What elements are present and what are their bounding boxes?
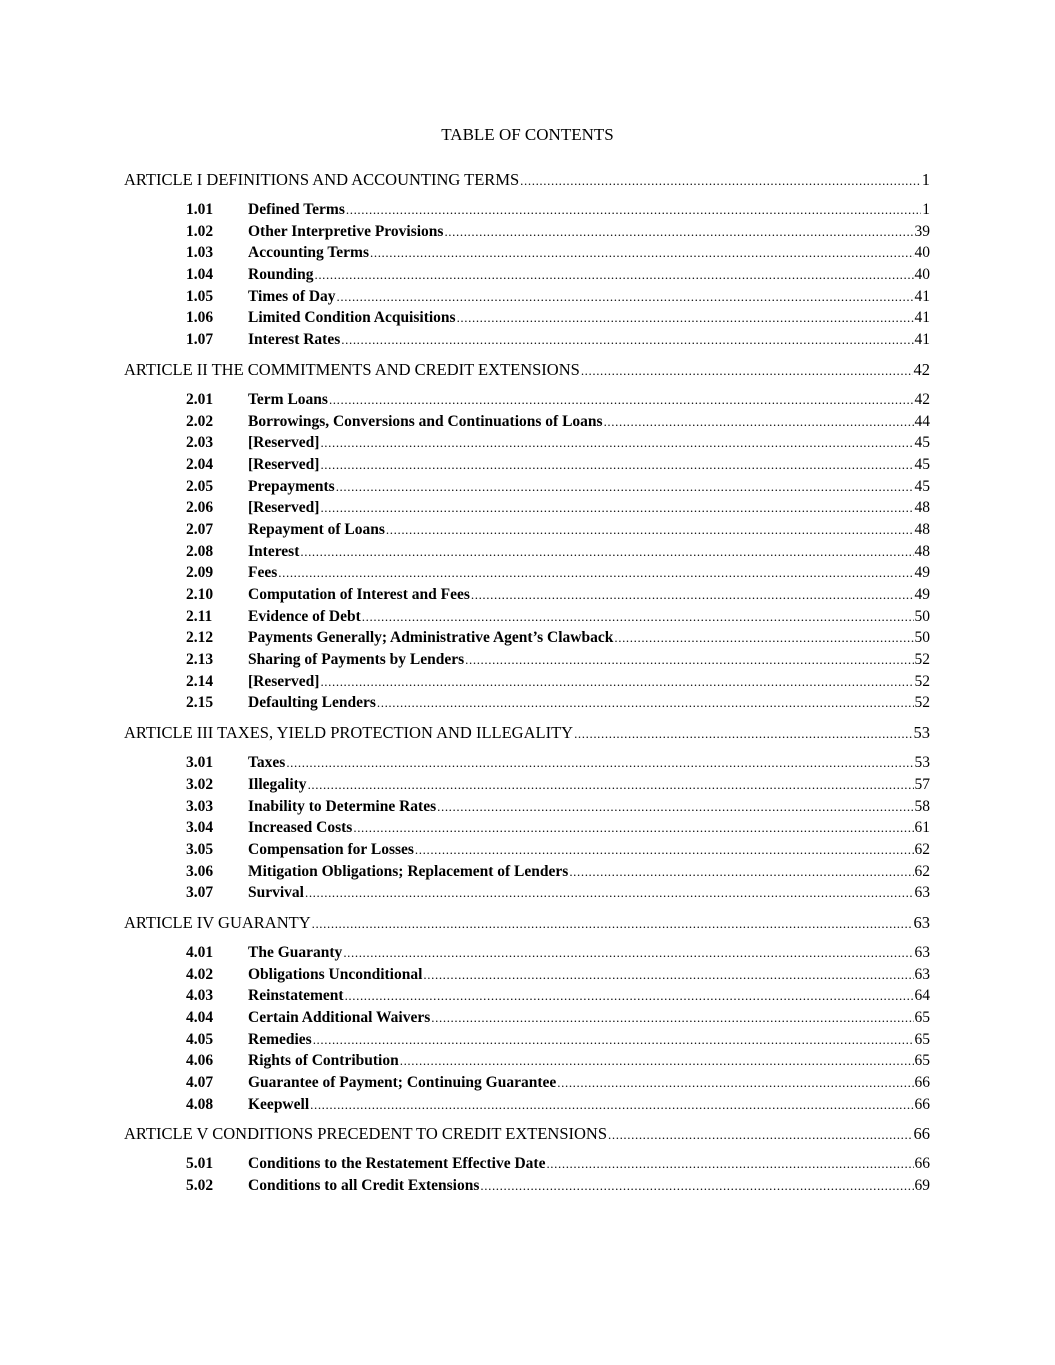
section-page-number: 65 bbox=[914, 1030, 930, 1048]
section-page-number: 45 bbox=[914, 455, 930, 473]
section-title: Conditions to the Restatement Effective Date bbox=[248, 1155, 546, 1173]
section-number: 4.08 bbox=[186, 1095, 214, 1113]
toc-section-entry[interactable] bbox=[124, 1050, 930, 1072]
dot-leader bbox=[415, 839, 914, 861]
toc-list bbox=[124, 169, 930, 1197]
toc-section-entry[interactable] bbox=[124, 796, 930, 818]
section-title: Evidence of Debt bbox=[248, 607, 361, 625]
section-number: 2.04 bbox=[186, 455, 214, 473]
section-number: 5.02 bbox=[186, 1177, 214, 1195]
toc-section-entry[interactable] bbox=[124, 774, 930, 796]
section-page-number: 64 bbox=[914, 987, 930, 1005]
toc-section-entry[interactable] bbox=[124, 882, 930, 904]
toc-section-entry[interactable] bbox=[124, 1175, 930, 1197]
toc-section-entry[interactable] bbox=[124, 286, 930, 308]
section-number: 2.15 bbox=[186, 694, 214, 712]
dot-leader bbox=[312, 913, 913, 935]
section-title: Obligations Unconditional bbox=[248, 965, 423, 983]
section-title: Repayment of Loans bbox=[248, 520, 385, 538]
toc-article bbox=[124, 1123, 930, 1196]
section-page-number: 66 bbox=[914, 1095, 930, 1113]
toc-section-entry[interactable] bbox=[124, 389, 930, 411]
section-page-number: 63 bbox=[914, 965, 930, 983]
toc-section-entry[interactable] bbox=[124, 242, 930, 264]
toc-article bbox=[124, 722, 930, 904]
dot-leader bbox=[320, 432, 913, 454]
section-number: 3.03 bbox=[186, 797, 214, 815]
toc-section-entry[interactable] bbox=[124, 584, 930, 606]
dot-leader bbox=[520, 170, 921, 192]
section-number: 2.02 bbox=[186, 412, 214, 430]
dot-leader bbox=[400, 1050, 914, 1072]
section-page-number: 49 bbox=[914, 564, 930, 582]
section-title: Sharing of Payments by Lenders bbox=[248, 651, 465, 669]
dot-leader bbox=[546, 1153, 913, 1175]
dot-leader bbox=[320, 671, 913, 693]
toc-article-entry[interactable] bbox=[124, 912, 930, 934]
section-number: 2.10 bbox=[186, 586, 214, 603]
section-number: 1.01 bbox=[186, 201, 214, 218]
section-page-number: 62 bbox=[914, 862, 930, 880]
dot-leader bbox=[480, 1175, 913, 1197]
toc-section-entry[interactable] bbox=[124, 627, 930, 649]
toc-section-entry[interactable] bbox=[124, 1153, 930, 1175]
section-number: 4.06 bbox=[186, 1052, 214, 1070]
section-number: 5.01 bbox=[186, 1155, 214, 1173]
section-page-number: 48 bbox=[914, 499, 930, 517]
article-title: ARTICLE II THE COMMITMENTS AND CREDIT EXTENSIONS bbox=[124, 359, 580, 379]
section-number: 3.07 bbox=[186, 884, 214, 902]
section-title: Certain Additional Waivers bbox=[248, 1009, 431, 1026]
section-number: 2.05 bbox=[186, 477, 214, 495]
article-page-number: 66 bbox=[913, 1124, 930, 1144]
dot-leader bbox=[362, 606, 914, 628]
section-page-number: 65 bbox=[914, 1052, 930, 1070]
section-title: Limited Condition Acquisitions bbox=[248, 309, 456, 327]
dot-leader bbox=[581, 360, 913, 382]
section-title: Payments Generally; Administrative Agent’s Clawback bbox=[248, 629, 614, 647]
toc-section-entry[interactable] bbox=[124, 519, 930, 541]
toc-section-entry[interactable] bbox=[124, 861, 930, 883]
section-number: 1.05 bbox=[186, 287, 214, 305]
toc-section-list bbox=[124, 752, 930, 904]
section-title: The Guaranty bbox=[248, 943, 343, 961]
dot-leader bbox=[337, 286, 914, 308]
section-page-number: 41 bbox=[914, 287, 930, 305]
toc-section-entry[interactable] bbox=[124, 454, 930, 476]
toc-section-entry[interactable] bbox=[124, 671, 930, 693]
toc-section-entry[interactable] bbox=[124, 1007, 930, 1029]
dot-leader bbox=[345, 985, 914, 1007]
toc-section-entry[interactable] bbox=[124, 411, 930, 433]
dot-leader bbox=[300, 541, 913, 563]
section-page-number: 50 bbox=[914, 607, 930, 625]
section-number: 2.07 bbox=[186, 520, 214, 538]
section-title: Defaulting Lenders bbox=[248, 694, 376, 712]
dot-leader bbox=[310, 1094, 913, 1116]
dot-leader bbox=[308, 774, 914, 796]
section-page-number: 45 bbox=[914, 477, 930, 495]
toc-section-entry[interactable] bbox=[124, 606, 930, 628]
dot-leader bbox=[604, 411, 914, 433]
section-title: Prepayments bbox=[248, 477, 335, 495]
toc-section-entry[interactable] bbox=[124, 199, 930, 221]
section-number: 3.06 bbox=[186, 862, 214, 880]
article-page-number: 1 bbox=[921, 170, 930, 189]
toc-section-entry[interactable] bbox=[124, 985, 930, 1007]
section-page-number: 52 bbox=[914, 672, 930, 690]
toc-section-entry[interactable] bbox=[124, 752, 930, 774]
section-title: Increased Costs bbox=[248, 819, 353, 837]
toc-section-entry[interactable] bbox=[124, 839, 930, 861]
article-page-number: 42 bbox=[913, 359, 930, 379]
toc-article bbox=[124, 359, 930, 714]
section-page-number: 42 bbox=[914, 390, 930, 408]
section-number: 2.01 bbox=[186, 390, 214, 408]
toc-section-list bbox=[124, 1153, 930, 1196]
section-page-number: 44 bbox=[914, 412, 930, 430]
section-number: 3.05 bbox=[186, 840, 214, 858]
section-number: 4.04 bbox=[186, 1009, 214, 1026]
section-title: Remedies bbox=[248, 1030, 312, 1048]
dot-leader bbox=[437, 796, 913, 818]
section-page-number: 69 bbox=[914, 1177, 930, 1195]
section-title: [Reserved] bbox=[248, 672, 320, 690]
dot-leader bbox=[320, 497, 913, 519]
toc-section-entry[interactable] bbox=[124, 964, 930, 986]
dot-leader bbox=[569, 861, 913, 883]
dot-leader bbox=[313, 1029, 914, 1051]
dot-leader bbox=[423, 964, 913, 986]
article-title: ARTICLE III TAXES, YIELD PROTECTION AND ILLEGALITY bbox=[124, 723, 574, 743]
toc-section-entry[interactable] bbox=[124, 817, 930, 839]
dot-leader bbox=[444, 221, 913, 243]
dot-leader bbox=[377, 692, 914, 714]
toc-section-entry[interactable] bbox=[124, 541, 930, 563]
section-title: Inability to Determine Rates bbox=[248, 797, 437, 815]
section-page-number: 66 bbox=[914, 1155, 930, 1173]
section-title: Taxes bbox=[248, 754, 286, 772]
section-title: [Reserved] bbox=[248, 499, 320, 517]
dot-leader bbox=[457, 307, 914, 329]
dot-leader bbox=[346, 199, 921, 221]
toc-section-list bbox=[124, 942, 930, 1116]
section-number: 3.04 bbox=[186, 819, 214, 837]
dot-leader bbox=[320, 454, 913, 476]
dot-leader bbox=[386, 519, 914, 541]
dot-leader bbox=[336, 476, 914, 498]
section-number: 1.03 bbox=[186, 244, 214, 262]
section-number: 4.02 bbox=[186, 965, 214, 983]
dot-leader bbox=[608, 1124, 912, 1146]
section-title: [Reserved] bbox=[248, 434, 320, 452]
article-title: ARTICLE V CONDITIONS PRECEDENT TO CREDIT EXTENSIONS bbox=[124, 1124, 608, 1144]
dot-leader bbox=[353, 817, 913, 839]
dot-leader bbox=[471, 584, 914, 606]
section-title: Fees bbox=[248, 564, 278, 582]
toc-section-entry[interactable] bbox=[124, 264, 930, 286]
toc-section-list bbox=[124, 199, 930, 351]
section-number: 2.13 bbox=[186, 651, 214, 669]
toc-article-entry[interactable] bbox=[124, 169, 930, 191]
toc-article-entry[interactable] bbox=[124, 359, 930, 381]
section-page-number: 62 bbox=[914, 840, 930, 858]
section-title: Term Loans bbox=[248, 390, 328, 408]
section-number: 4.07 bbox=[186, 1074, 214, 1092]
section-title: [Reserved] bbox=[248, 455, 320, 473]
section-title: Computation of Interest and Fees bbox=[248, 586, 470, 603]
section-number: 4.03 bbox=[186, 987, 214, 1005]
section-title: Guarantee of Payment; Continuing Guarantee bbox=[248, 1074, 557, 1092]
section-title: Survival bbox=[248, 884, 304, 902]
section-number: 1.06 bbox=[186, 309, 214, 327]
toc-title: TABLE OF CONTENTS bbox=[441, 125, 614, 144]
article-page-number: 63 bbox=[913, 912, 930, 932]
toc-section-entry[interactable] bbox=[124, 307, 930, 329]
section-page-number: 66 bbox=[914, 1074, 930, 1092]
dot-leader bbox=[465, 649, 913, 671]
section-page-number: 61 bbox=[914, 819, 930, 837]
dot-leader bbox=[305, 882, 914, 904]
section-title: Accounting Terms bbox=[248, 244, 369, 262]
section-title: Conditions to all Credit Extensions bbox=[248, 1177, 480, 1195]
section-title: Mitigation Obligations; Replacement of Lenders bbox=[248, 862, 569, 880]
section-title: Times of Day bbox=[248, 287, 336, 305]
toc-article bbox=[124, 912, 930, 1116]
section-page-number: 50 bbox=[914, 629, 930, 647]
toc-article-entry[interactable] bbox=[124, 1123, 930, 1145]
toc-section-entry[interactable] bbox=[124, 1094, 930, 1116]
section-page-number: 1 bbox=[922, 201, 930, 218]
toc-section-list bbox=[124, 389, 930, 714]
toc-section-entry[interactable] bbox=[124, 942, 930, 964]
section-page-number: 40 bbox=[914, 244, 930, 262]
section-number: 1.04 bbox=[186, 266, 214, 284]
toc-article-entry[interactable] bbox=[124, 722, 930, 744]
section-number: 2.03 bbox=[186, 434, 214, 452]
toc-section-entry[interactable] bbox=[124, 692, 930, 714]
section-number: 2.12 bbox=[186, 629, 214, 647]
section-page-number: 65 bbox=[914, 1009, 930, 1026]
section-page-number: 53 bbox=[914, 754, 930, 772]
dot-leader bbox=[574, 723, 912, 745]
toc-article bbox=[124, 169, 930, 351]
section-page-number: 41 bbox=[914, 309, 930, 327]
section-number: 2.06 bbox=[186, 499, 214, 517]
section-page-number: 63 bbox=[914, 884, 930, 902]
article-title: ARTICLE IV GUARANTY bbox=[124, 912, 311, 932]
section-page-number: 52 bbox=[914, 694, 930, 712]
dot-leader bbox=[431, 1007, 913, 1029]
toc-section-entry[interactable] bbox=[124, 649, 930, 671]
toc-section-entry[interactable] bbox=[124, 476, 930, 498]
section-title: Compensation for Losses bbox=[248, 840, 414, 858]
toc-section-entry[interactable] bbox=[124, 1029, 930, 1051]
dot-leader bbox=[343, 942, 913, 964]
section-title: Illegality bbox=[248, 775, 307, 793]
section-title: Defined Terms bbox=[248, 201, 345, 218]
section-number: 3.02 bbox=[186, 775, 214, 793]
section-title: Rights of Contribution bbox=[248, 1052, 399, 1070]
dot-leader bbox=[278, 562, 913, 584]
toc-section-entry[interactable] bbox=[124, 1072, 930, 1094]
section-number: 2.09 bbox=[186, 564, 214, 582]
section-title: Other Interpretive Provisions bbox=[248, 222, 444, 240]
section-page-number: 63 bbox=[914, 943, 930, 961]
section-title: Rounding bbox=[248, 266, 314, 284]
dot-leader bbox=[341, 329, 913, 351]
dot-leader bbox=[314, 264, 913, 286]
section-number: 3.01 bbox=[186, 754, 214, 772]
section-number: 2.14 bbox=[186, 672, 214, 690]
toc-section-entry[interactable] bbox=[124, 497, 930, 519]
article-page-number: 53 bbox=[913, 723, 930, 743]
section-page-number: 41 bbox=[914, 331, 930, 349]
toc-section-entry[interactable] bbox=[124, 221, 930, 243]
toc-section-entry[interactable] bbox=[124, 329, 930, 351]
section-title: Borrowings, Conversions and Continuations of Loans bbox=[248, 412, 603, 430]
section-page-number: 58 bbox=[914, 797, 930, 815]
dot-leader bbox=[286, 752, 913, 774]
section-title: Keepwell bbox=[248, 1095, 310, 1113]
section-number: 1.02 bbox=[186, 222, 214, 240]
section-page-number: 39 bbox=[914, 222, 930, 240]
section-page-number: 48 bbox=[914, 542, 930, 560]
section-page-number: 49 bbox=[914, 586, 930, 603]
section-page-number: 40 bbox=[914, 266, 930, 284]
section-page-number: 45 bbox=[914, 434, 930, 452]
dot-leader bbox=[557, 1072, 913, 1094]
section-number: 4.05 bbox=[186, 1030, 214, 1048]
dot-leader bbox=[614, 627, 913, 649]
dot-leader bbox=[370, 242, 914, 264]
section-title: Interest bbox=[248, 542, 300, 560]
section-number: 4.01 bbox=[186, 943, 214, 961]
section-number: 2.11 bbox=[186, 607, 213, 625]
section-page-number: 48 bbox=[914, 520, 930, 538]
section-title: Interest Rates bbox=[248, 331, 341, 349]
section-title: Reinstatement bbox=[248, 987, 344, 1005]
toc-section-entry[interactable] bbox=[124, 562, 930, 584]
section-number: 1.07 bbox=[186, 331, 214, 349]
article-title: ARTICLE I DEFINITIONS AND ACCOUNTING TERMS bbox=[124, 170, 520, 189]
section-number: 2.08 bbox=[186, 542, 214, 560]
section-page-number: 57 bbox=[914, 775, 930, 793]
toc-section-entry[interactable] bbox=[124, 432, 930, 454]
section-page-number: 52 bbox=[914, 651, 930, 669]
dot-leader bbox=[329, 389, 914, 411]
